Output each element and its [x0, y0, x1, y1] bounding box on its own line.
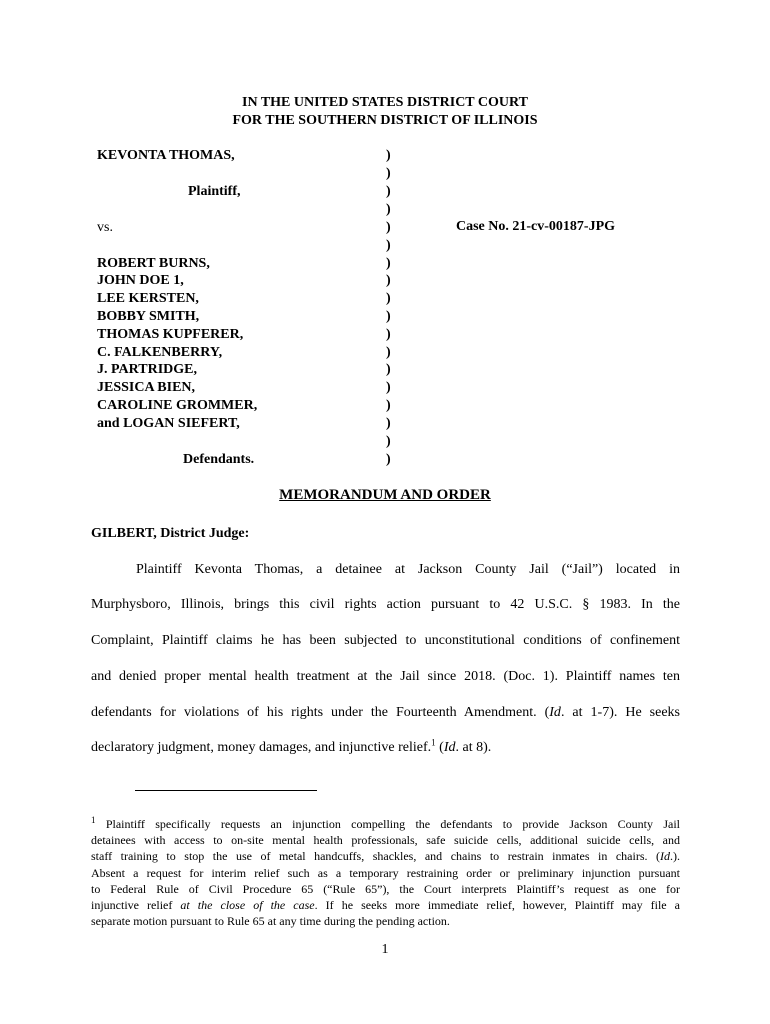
judge-line: GILBERT, District Judge: [91, 526, 250, 541]
body-text: . at 8). [455, 740, 492, 755]
caption-paren: ) [386, 345, 391, 360]
defendant-name: CAROLINE GROMMER, [97, 398, 258, 413]
body-line: Plaintiff Kevonta Thomas, a detainee at Jackson County Jail (“Jail”) located in [136, 562, 680, 577]
page-number: 1 [381, 942, 389, 957]
footnote-marker: 1 [91, 815, 96, 825]
versus-label: vs. [97, 220, 113, 235]
caption-paren: ) [386, 166, 391, 181]
citation-id: Id [549, 705, 561, 720]
footnote-text: injunctive relief [91, 898, 181, 912]
defendants-role: Defendants. [183, 452, 255, 467]
caption-paren: ) [386, 398, 391, 413]
citation-id: Id [660, 849, 670, 863]
caption-paren: ) [386, 256, 391, 271]
footnote-text: staff training to stop the use of metal handcuffs, shackles, and chains to restrain inmates in chairs. ( [91, 849, 660, 863]
footnote-line: separate motion pursuant to Rule 65 at any time during the pending action. [91, 914, 450, 928]
defendant-name: and LOGAN SIEFERT, [97, 416, 240, 431]
document-title: MEMORANDUM AND ORDER [279, 487, 491, 503]
caption-paren: ) [386, 273, 391, 288]
body-text: ( [435, 740, 444, 755]
defendant-name: JESSICA BIEN, [97, 380, 196, 395]
body-line [91, 737, 680, 756]
footnote-line [91, 898, 680, 913]
footnote-line: to Federal Rule of Civil Procedure 65 (“Rule 65”), the Court interprets Plaintiff’s request as one for [91, 882, 680, 896]
caption-paren: ) [386, 380, 391, 395]
defendant-name: JOHN DOE 1, [97, 273, 184, 288]
footnote-divider [135, 790, 317, 791]
defendant-name: C. FALKENBERRY, [97, 345, 223, 360]
plaintiff-name: KEVONTA THOMAS, [97, 148, 235, 163]
caption-paren: ) [386, 202, 391, 217]
footnote-emphasis: at the close of the case [180, 898, 315, 912]
caption-paren: ) [386, 220, 391, 235]
footnote-text: . If he seeks more immediate relief, however, Plaintiff may file a [314, 898, 680, 912]
caption-paren: ) [386, 238, 391, 253]
body-line: and denied proper mental health treatment at the Jail since 2018. (Doc. 1). Plaintiff names ten [91, 669, 680, 684]
caption-paren: ) [386, 327, 391, 342]
footnote-line: detainees with access to on-site mental health professionals, safe suicide cells, additional suicide cells, and [91, 833, 680, 847]
body-line: Complaint, Plaintiff claims he has been subjected to unconstitutional conditions of confinement [91, 633, 680, 648]
defendant-name: ROBERT BURNS, [97, 256, 210, 271]
body-text: . at 1-7). He seeks [560, 705, 680, 720]
footnote-text: Plaintiff specifically requests an injunction compelling the defendants to provide Jackson County Jail [95, 817, 680, 831]
caption-paren: ) [386, 291, 391, 306]
citation-id: Id [443, 740, 456, 755]
body-text: defendants for violations of his rights under the Fourteenth Amendment. ( [91, 705, 550, 720]
body-line: Murphysboro, Illinois, brings this civil rights action pursuant to 42 U.S.C. § 1983. In the [91, 597, 680, 612]
caption-paren: ) [386, 309, 391, 324]
court-heading-line1: IN THE UNITED STATES DISTRICT COURT [242, 95, 528, 110]
caption-paren: ) [386, 148, 391, 163]
caption-paren: ) [386, 416, 391, 431]
caption-paren: ) [386, 434, 391, 449]
case-number: Case No. 21-cv-00187-JPG [456, 219, 616, 234]
plaintiff-role: Plaintiff, [188, 184, 241, 199]
court-heading-line2: FOR THE SOUTHERN DISTRICT OF ILLINOIS [232, 113, 538, 128]
caption-paren: ) [386, 452, 391, 467]
defendant-name: LEE KERSTEN, [97, 291, 199, 306]
caption-paren: ) [386, 184, 391, 199]
caption-paren: ) [386, 362, 391, 377]
body-text: declaratory judgment, money damages, and injunctive relief. [91, 740, 432, 755]
footnote-line [91, 849, 680, 864]
footnote-line [91, 817, 680, 832]
footnote-text: .). [670, 849, 680, 863]
defendant-name: J. PARTRIDGE, [97, 362, 197, 377]
body-line [91, 705, 680, 721]
footnote-reference[interactable]: 1 [431, 737, 436, 748]
defendant-name: THOMAS KUPFERER, [97, 327, 244, 342]
defendant-name: BOBBY SMITH, [97, 309, 200, 324]
footnote-line: Absent a request for interim relief such as a temporary restraining order or preliminary injunction pursuant [91, 866, 680, 880]
